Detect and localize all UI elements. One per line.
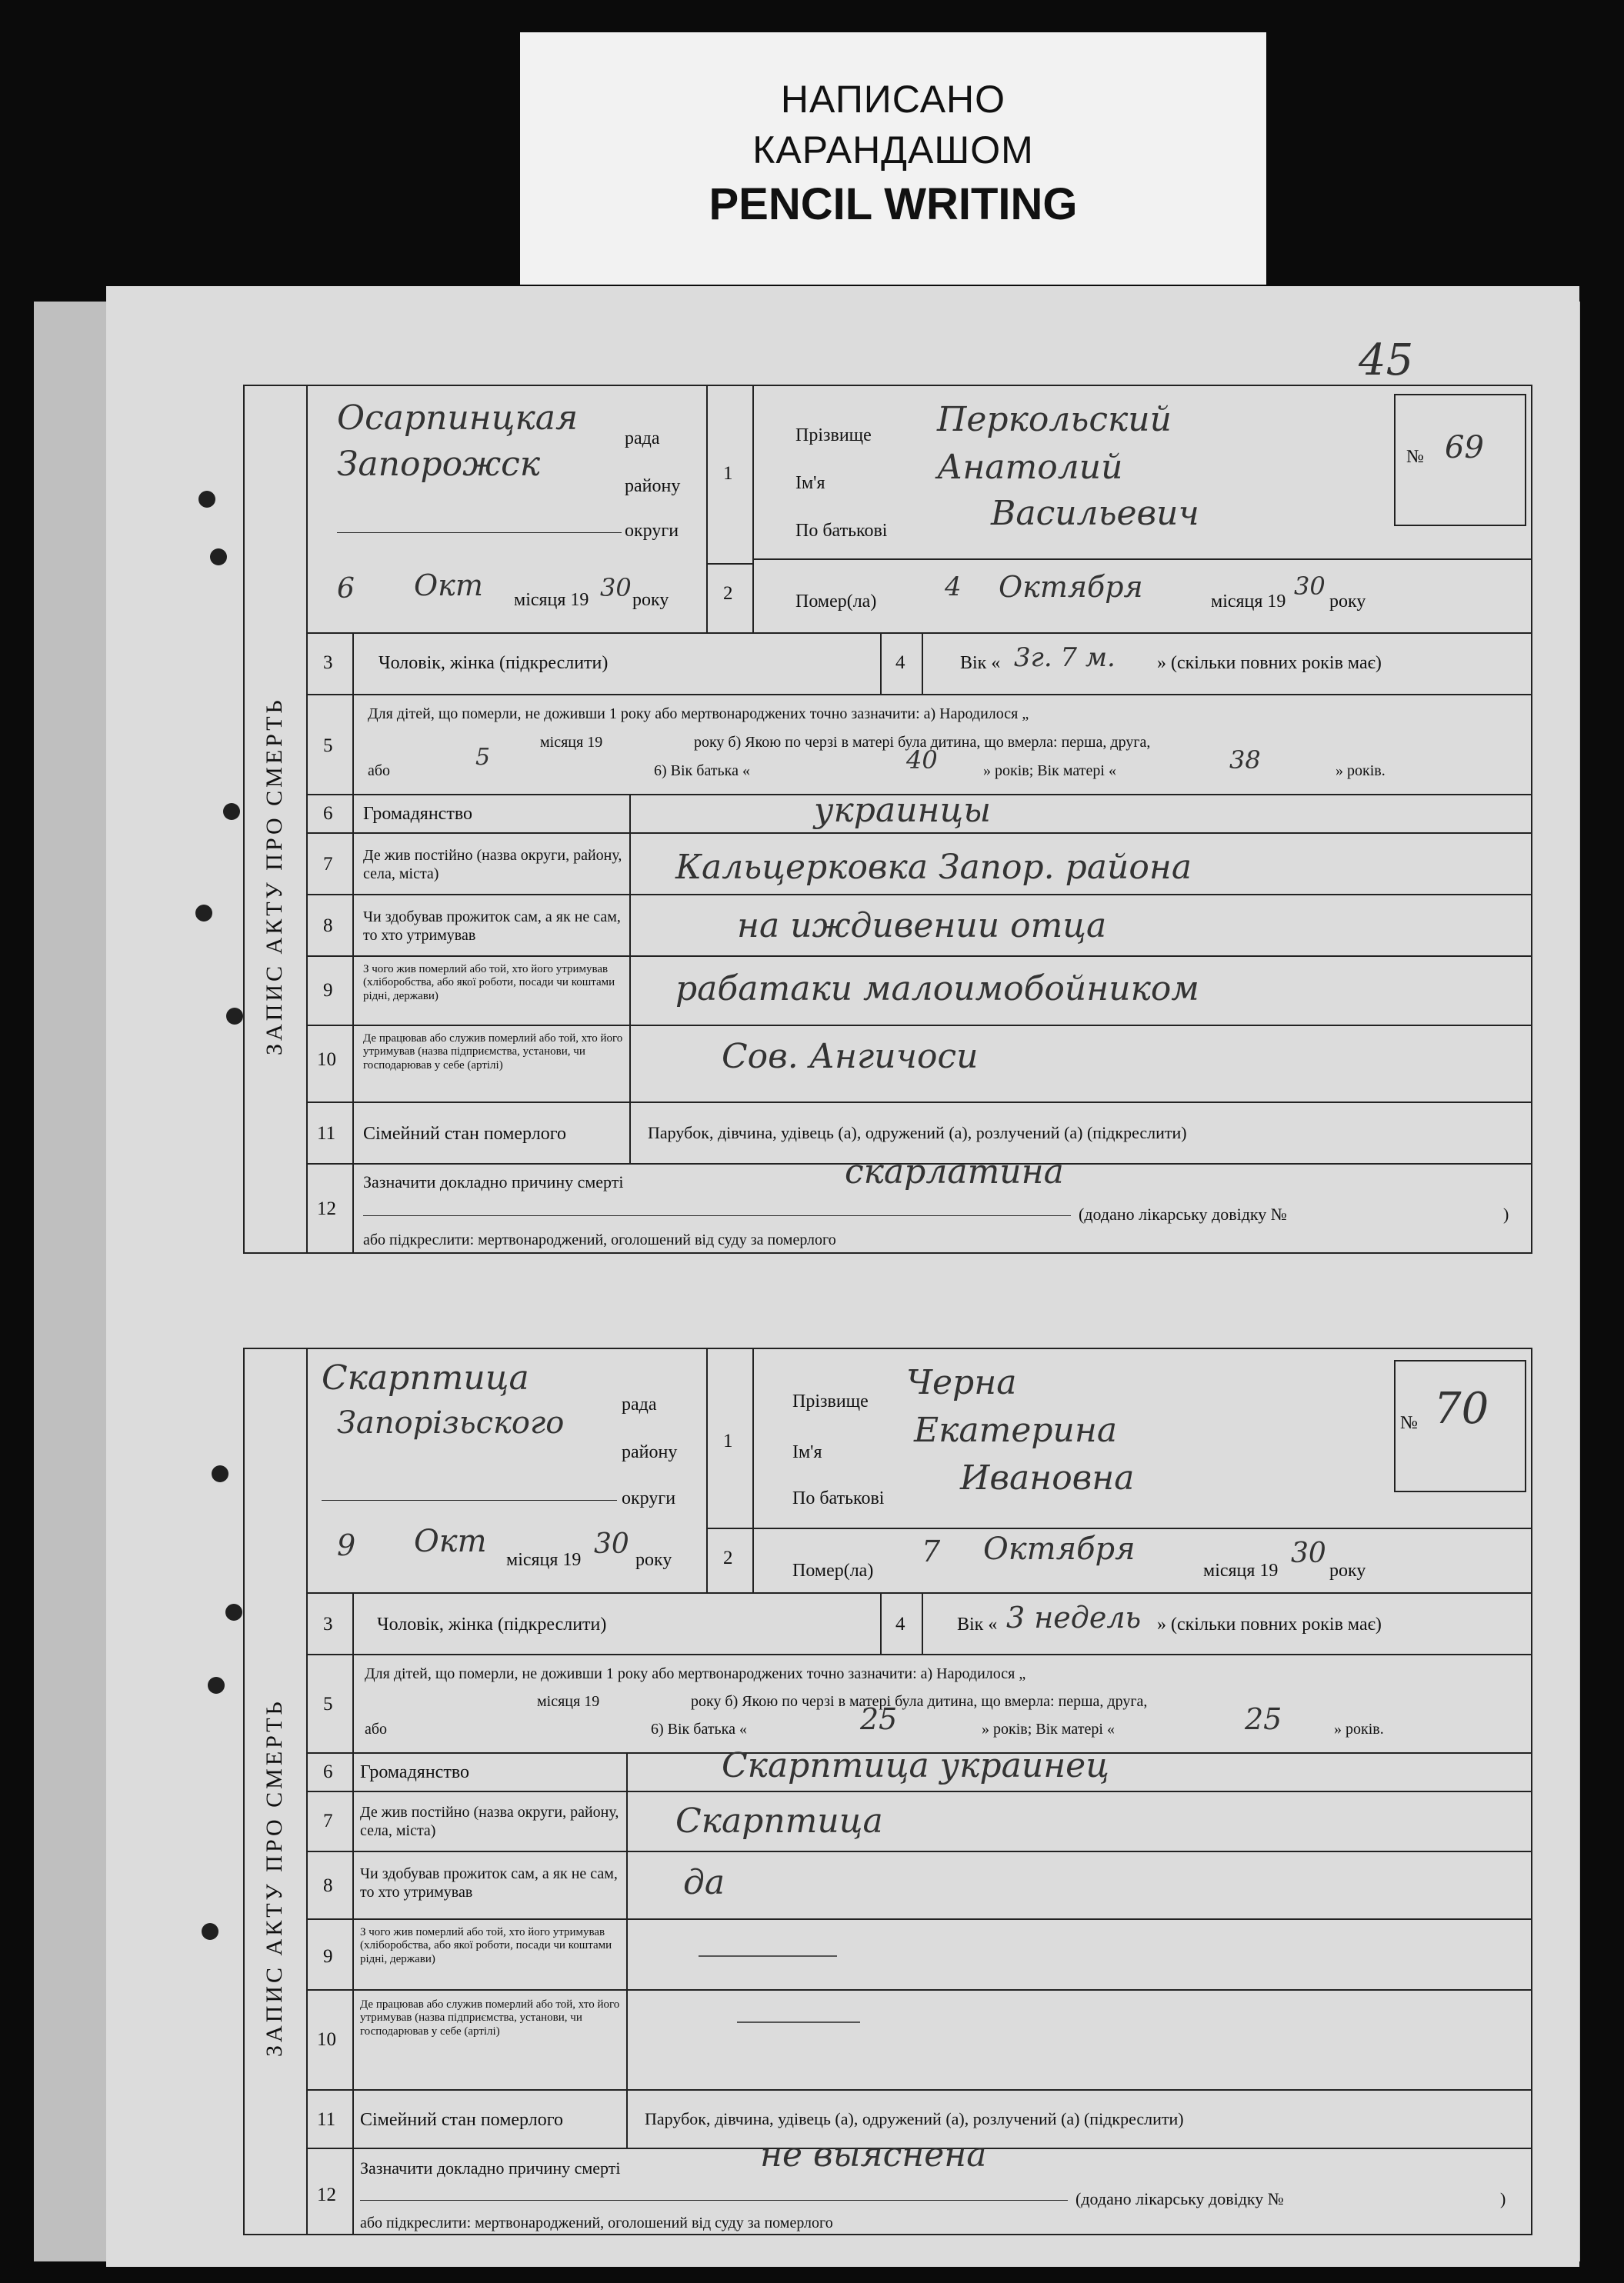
cause-label: Зазначити докладно причину смерті [363, 1172, 624, 1191]
support-label: Чи здобував прожиток сам, а як не сам, то хто утримував [360, 1865, 618, 1901]
label-line-1: НАПИСАНО [780, 78, 1006, 121]
workplace-label: Де працював або служив померлий або той, хто його утримував (назва підприємства, установи, чи господарював у себе (артілі) [360, 1998, 620, 2038]
sex-label: Чоловік, жінка (підкреслити) [377, 1615, 607, 1635]
reg-day: 9 [337, 1528, 356, 1562]
children-line-2a: місяця 19 [537, 1693, 600, 1710]
death-month-label: місяця 19 [1203, 1561, 1279, 1581]
surname-value: Перкольский [937, 400, 1172, 439]
marital-label: Сімейний стан померлого [360, 2110, 563, 2130]
death-month: Октября [983, 1531, 1135, 1567]
age-value: 3г. 7 м. [1014, 642, 1115, 673]
children-line-2b: року б) Якою по черзі в матері була дитина, що вмерла: перша, друга, [694, 734, 1151, 751]
record-number: 69 [1445, 430, 1484, 465]
workplace-value: Сов. Ангичоси [722, 1037, 979, 1076]
pencil-writing-label [520, 32, 1266, 285]
page-mark: 45 [1359, 335, 1414, 385]
death-month-label: місяця 19 [1211, 592, 1286, 612]
death-date-label: Помер(ла) [795, 592, 877, 612]
livelihood-label: З чого жив померлий або той, хто його утримував (хліборобства, або якої роботи, посади чи коштами рідні, держави) [363, 963, 615, 1002]
reg-month: Окт [414, 1524, 487, 1559]
death-year-label: року [1329, 1561, 1366, 1581]
cause-value: не выяснена [760, 2135, 987, 2175]
death-day: 7 [922, 1535, 941, 1568]
surname-label: Прізвище [795, 425, 872, 445]
children-line-3a: або [365, 1721, 388, 1738]
reg-month-label: місяця 19 [514, 590, 589, 610]
cause-value: скарлатина [845, 1152, 1064, 1191]
age-suffix: » (скільки повних років має) [1157, 653, 1382, 673]
reg-year-label: року [632, 590, 669, 610]
children-line-3b: 6) Вік батька « [654, 762, 750, 779]
children-line-1: Для дітей, що померли, не доживши 1 року або мертвонароджених точно зазначити: а) Народилося „ [365, 1665, 1026, 1682]
cause-label: Зазначити докладно причину смерті [360, 2158, 621, 2178]
citizenship-value: Скарптица украинец [722, 1746, 1109, 1785]
surname-value: Черна [906, 1363, 1017, 1402]
patronymic-value: Ивановна [960, 1458, 1135, 1498]
punch-hole [226, 1008, 243, 1025]
name-label: Ім'я [792, 1442, 822, 1462]
death-month: Октября [999, 570, 1143, 604]
marital-label: Сімейний стан померлого [363, 1124, 566, 1144]
death-date-label: Помер(ла) [792, 1561, 874, 1581]
citizenship-value: украинцы [814, 791, 992, 830]
children-line-2a: місяця 19 [540, 734, 603, 751]
raion-value: Запорожск [337, 445, 541, 484]
label-line-2: КАРАНДАШОМ [752, 128, 1034, 172]
punch-hole [208, 1677, 225, 1694]
surname-label: Прізвище [792, 1391, 869, 1411]
raion-label: району [625, 476, 681, 496]
death-year: 30 [1291, 1538, 1326, 1569]
punch-hole [195, 905, 212, 922]
number-sign: № [1400, 1413, 1418, 1433]
livelihood-label: З чого жив померлий або той, хто його утримував (хліборобства, або якої роботи, посади чи коштами рідні, держави) [360, 1926, 612, 1965]
age-value: 3 недель [1006, 1601, 1142, 1635]
death-day: 4 [945, 572, 962, 602]
patronymic-value: Васильевич [991, 494, 1199, 533]
punch-hole [223, 803, 240, 820]
children-line-3a: або [368, 762, 391, 779]
mother-age: 25 [1245, 1702, 1282, 1736]
children-line-1: Для дітей, що померли, не доживши 1 року або мертвонароджених точно зазначити: а) Народилося „ [368, 705, 1029, 722]
residence-value: Скарптица [675, 1801, 883, 1841]
record-number: 70 [1434, 1384, 1489, 1434]
raion-label: району [622, 1442, 678, 1462]
punch-hole [210, 548, 227, 565]
label-line-3: PENCIL WRITING [709, 179, 1078, 229]
side-title: ЗАПИС АКТУ ПРО СМЕРТЬ [262, 1698, 287, 2057]
name-value: Екатерина [914, 1411, 1118, 1450]
reg-year: 30 [594, 1528, 629, 1560]
death-year: 30 [1294, 572, 1326, 601]
residence-label: Де жив постійно (назва округи, району, села, міста) [363, 847, 622, 882]
mother-age: 38 [1229, 745, 1261, 775]
patronymic-label: По батькові [795, 521, 888, 541]
children-line-3d: » років. [1336, 762, 1386, 779]
rada-value: Скарптица [322, 1358, 529, 1398]
name-value: Анатолий [937, 448, 1123, 487]
citizenship-label: Громадянство [363, 804, 472, 824]
death-record-form-1: № 69 ЗАПИС АКТУ ПРО СМЕРТЬ Осарпинцкая рада Запорожск району округи 6 Окт місяця 19 30 року 1 2 Прізвище Перкольский Ім'я Анатолий По батькові Васильевич Помер(ла) 4 Октября місяця 19 30 року 3 Чоловік, жінка (підкреслити) 4 Вік « 3г. 7 м. » (скільки повних років має) 5 Для дітей, що померли, не доживши 1 року або мертвонароджених точно зазначити: а) Народилося „ місяця 19 року б) Якою по черзі в матері була дитина, що вмерла: перша, друга, або 5 6) Вік батька « 40 » років; Вік матері « 38 » років. 6 Громадянство украинцы 7 Де жив постійно (назва округи, району, села, міста) Кальцерковка Запор. района 8 Чи здобував прожиток сам, а як не сам, то хто утримував на иждивении отца 9 З чого жив померлий або той, хто його утримував (хліборобства, або якої роботи, посади чи коштами рідні, держави) рабатаки малоимобойником 10 Де працював або служив померлий або той, хто його утримував (назва підприємства, установи, чи господарював у себе (артілі) Сов. Ангичоси 11 Сімейний стан померлого Парубок, дівчина, удівець (а), одружений (а), розлучений (а) (підкреслити) 12 Зазначити докладно причину смерті скарлатина (додано лікарську довідку № ) або підкреслити: мертвонароджений, оголошений від суду за померлого [243, 385, 1532, 1254]
med-cert-label: (додано лікарську довідку № [1075, 2189, 1284, 2208]
age-suffix: » (скільки повних років має) [1157, 1615, 1382, 1635]
stillborn-label: або підкреслити: мертвонароджений, оголошений від суду за померлого [363, 1231, 836, 1248]
punch-hole [212, 1465, 228, 1482]
okruha-label: округи [625, 521, 679, 541]
age-label: Вік « [957, 1615, 998, 1635]
death-record-form-2: № 70 ЗАПИС АКТУ ПРО СМЕРТЬ Скарптица рада Запорізьского району округи 9 Окт місяця 19 30 року 1 2 Прізвище Черна Ім'я Екатерина По батькові Ивановна Помер(ла) 7 Октября місяця 19 30 року 3 Чоловік, жінка (підкреслити) 4 Вік « 3 недель » (скільки повних років має) 5 Для дітей, що померли, не доживши 1 року або мертвонароджених точно зазначити: а) Народилося „ місяця 19 року б) Якою по черзі в матері була дитина, що вмерла: перша, друга, або 6) Вік батька « 25 » років; Вік матері « 25 » років. 6 Громадянство Скарптица украинец 7 Де жив постійно (назва округи, району, села, міста) Скарптица 8 Чи здобував прожиток сам, а як не сам, то хто утримував да 9 З чого жив померлий або той, хто його утримував (хліборобства, або якої роботи, посади чи коштами рідні, держави) 10 Де працював або служив померлий або той, хто його утримував (назва підприємства, установи, чи господарював у себе (артілі) 11 Сімейний стан померлого Парубок, дівчина, удівець (а), одружений (а), розлучений (а) (підкреслити) 12 Зазначити докладно причину смерті не выяснена (додано лікарську довідку № ) або підкреслити: мертвонароджений, оголошений від суду за померлого [243, 1348, 1532, 2235]
children-line-2b: року б) Якою по черзі в матері була дитина, що вмерла: перша, друга, [691, 1693, 1148, 1710]
reg-year-label: року [635, 1550, 672, 1570]
punch-hole [225, 1604, 242, 1621]
number-sign: № [1406, 447, 1424, 467]
children-line-3c: » років; Вік матері « [982, 1721, 1115, 1738]
reg-month: Окт [414, 568, 483, 602]
death-year-label: року [1329, 592, 1366, 612]
rada-label: рада [622, 1395, 657, 1415]
workplace-label: Де працював або служив померлий або той, хто його утримував (назва підприємства, установи, чи господарював у себе (артілі) [363, 1032, 623, 1072]
raion-value: Запорізьского [337, 1405, 565, 1441]
side-title: ЗАПИС АКТУ ПРО СМЕРТЬ [262, 697, 287, 1055]
stillborn-label: або підкреслити: мертвонароджений, оголошений від суду за померлого [360, 2215, 833, 2231]
children-line-3c: » років; Вік матері « [983, 762, 1116, 779]
livelihood-value: рабатаки малоимобойником [675, 969, 1199, 1008]
sex-label: Чоловік, жінка (підкреслити) [378, 653, 609, 673]
support-value: да [683, 1863, 725, 1902]
punch-hole [202, 1923, 218, 1940]
father-age: 25 [860, 1702, 898, 1736]
rada-value: Осарпинцкая [337, 398, 579, 438]
birth-order: 5 [475, 744, 491, 771]
reg-month-label: місяця 19 [506, 1550, 582, 1570]
name-label: Ім'я [795, 473, 825, 493]
children-line-3b: 6) Вік батька « [651, 1721, 747, 1738]
citizenship-label: Громадянство [360, 1762, 469, 1782]
residence-value: Кальцерковка Запор. района [675, 848, 1192, 887]
marital-options: Парубок, дівчина, удівець (а), одружений (а), розлучений (а) (підкреслити) [648, 1123, 1187, 1142]
father-age: 40 [906, 745, 938, 775]
children-line-3d: » років. [1334, 1721, 1384, 1738]
marital-options: Парубок, дівчина, удівець (а), одружений (а), розлучений (а) (підкреслити) [645, 2109, 1184, 2128]
okruha-label: округи [622, 1488, 676, 1508]
support-value: на иждивении отца [737, 906, 1107, 945]
rada-label: рада [625, 428, 660, 448]
punch-hole [198, 491, 215, 508]
med-cert-label: (додано лікарську довідку № [1079, 1205, 1287, 1224]
reg-year: 30 [600, 573, 632, 602]
patronymic-label: По батькові [792, 1488, 885, 1508]
reg-day: 6 [337, 573, 355, 605]
age-label: Вік « [960, 653, 1001, 673]
support-label: Чи здобував прожиток сам, а як не сам, то хто утримував [363, 908, 621, 944]
residence-label: Де жив постійно (назва округи, району, села, міста) [360, 1804, 619, 1839]
